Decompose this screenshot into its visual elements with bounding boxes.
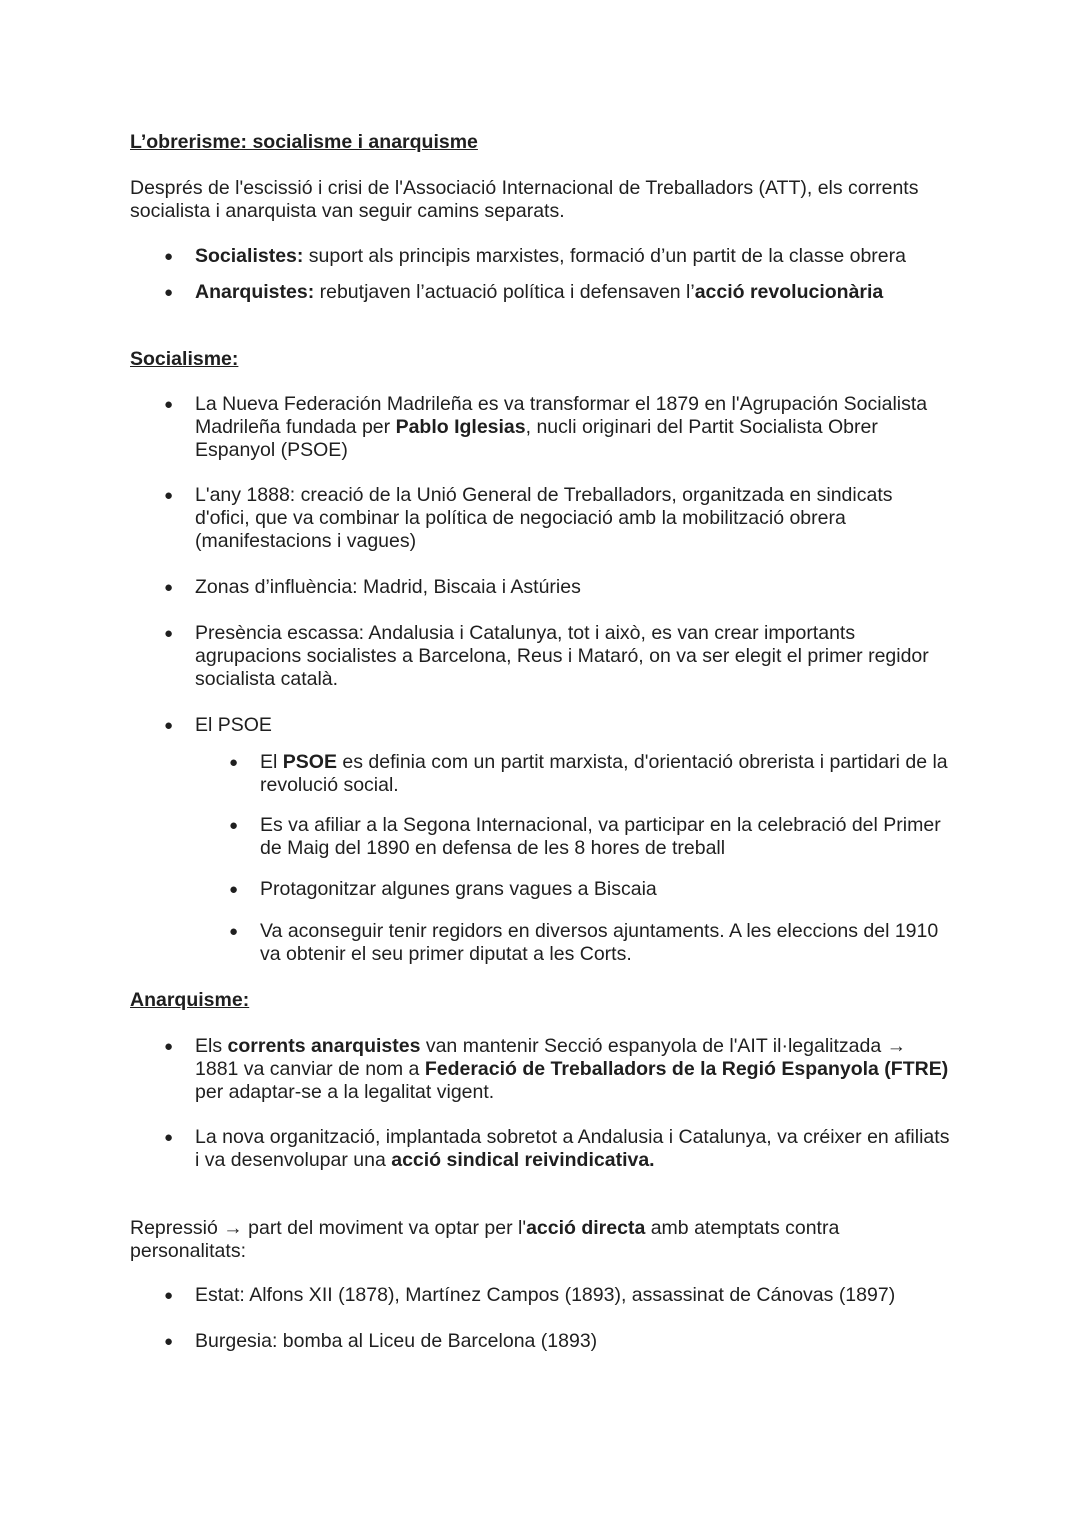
list-item: ● L'any 1888: creació de la Unió General de Treballadors, organitzada en sindicats d'ofici, que va combinar la política de negociació amb la mobilització obrera (manifestacions i vagues) bbox=[130, 484, 950, 553]
psoe-sub-list bbox=[195, 751, 955, 797]
anarquisme-bullet-list bbox=[130, 1035, 950, 1104]
psoe-sub-list bbox=[195, 920, 955, 966]
socialisme-bullet-list bbox=[130, 576, 950, 599]
list-item: ● Presència escassa: Andalusia i Catalunya, tot i això, es van crear importants agrupacions socialistes a Barcelona, Reus i Mataró, on va ser elegit el primer regidor socialista català. bbox=[130, 622, 950, 691]
psoe-sub-list bbox=[195, 814, 955, 860]
socialisme-bullet-list bbox=[130, 622, 950, 691]
psoe-item-label: El PSOE bbox=[195, 714, 272, 736]
list-item: ● Anarquistes: rebutjaven l’actuació política i defensaven l’acció revolucionària bbox=[130, 281, 950, 304]
list-item: ● Burgesia: bomba al Liceu de Barcelona (1893) bbox=[130, 1330, 950, 1353]
list-item bbox=[130, 714, 950, 737]
socialisme-bullet-list bbox=[130, 714, 950, 737]
anarquisme-bullet-list bbox=[130, 1126, 950, 1172]
sub-list-item: ● Va aconseguir tenir regidors en diversos ajuntaments. A les eleccions del 1910 va obtenir el seu primer diputat a les Corts. bbox=[195, 920, 955, 966]
list-item: ● La Nueva Federación Madrileña es va transformar el 1879 en l'Agrupación Socialista Madrileña fundada per Pablo Iglesias, nucli originari del Partit Socialista Obrer Espanyol (PSOE) bbox=[130, 393, 950, 462]
section-heading-socialisme: Socialisme: bbox=[130, 348, 239, 370]
list-item: ● Socialistes: suport als principis marxistes, formació d’un partit de la classe obrera bbox=[130, 245, 950, 268]
intro-paragraph: Després de l'escissió i crisi de l'Associació Internacional de Treballadors (ATT), els corrents socialista i anarquista van seguir camins separats. bbox=[130, 177, 919, 222]
psoe-sub-list bbox=[195, 878, 955, 901]
socialisme-bullet-list bbox=[130, 484, 950, 553]
section-heading-anarquisme: Anarquisme: bbox=[130, 989, 250, 1011]
repressio-bullet-list bbox=[130, 1284, 950, 1307]
sub-list-item: ● Es va afiliar a la Segona Internacional, va participar en la celebració del Primer de Maig del 1890 en defensa de les 8 hores de treball bbox=[195, 814, 955, 860]
section-heading-obrerisme: L’obrerisme: socialisme i anarquisme bbox=[130, 131, 478, 153]
list-item: ● Els corrents anarquistes van mantenir Secció espanyola de l'AIT il·legalitzada → 1881 va canviar de nom a Federació de Treballadors de la Regió Espanyola (FTRE) per adaptar-se a la legalitat vigent. bbox=[130, 1035, 950, 1104]
sub-list-item: ● El PSOE es definia com un partit marxista, d'orientació obrerista i partidari de la revolució social. bbox=[195, 751, 955, 797]
list-item: ● La nova organització, implantada sobretot a Andalusia i Catalunya, va créixer en afiliats i va desenvolupar una acció sindical reivindicativa. bbox=[130, 1126, 950, 1172]
sub-list-item: ● Protagonitzar algunes grans vagues a Biscaia bbox=[195, 878, 955, 901]
intro-bullet-list bbox=[130, 245, 950, 304]
list-item: ● Zonas d’influència: Madrid, Biscaia i Astúries bbox=[130, 576, 950, 599]
repressio-bullet-list bbox=[130, 1330, 950, 1353]
socialisme-bullet-list bbox=[130, 393, 950, 462]
repressio-paragraph: Repressió → part del moviment va optar per l'acció directa amb atemptats contra personalitats: bbox=[130, 1217, 840, 1262]
list-item: ● Estat: Alfons XII (1878), Martínez Campos (1893), assassinat de Cánovas (1897) bbox=[130, 1284, 950, 1307]
